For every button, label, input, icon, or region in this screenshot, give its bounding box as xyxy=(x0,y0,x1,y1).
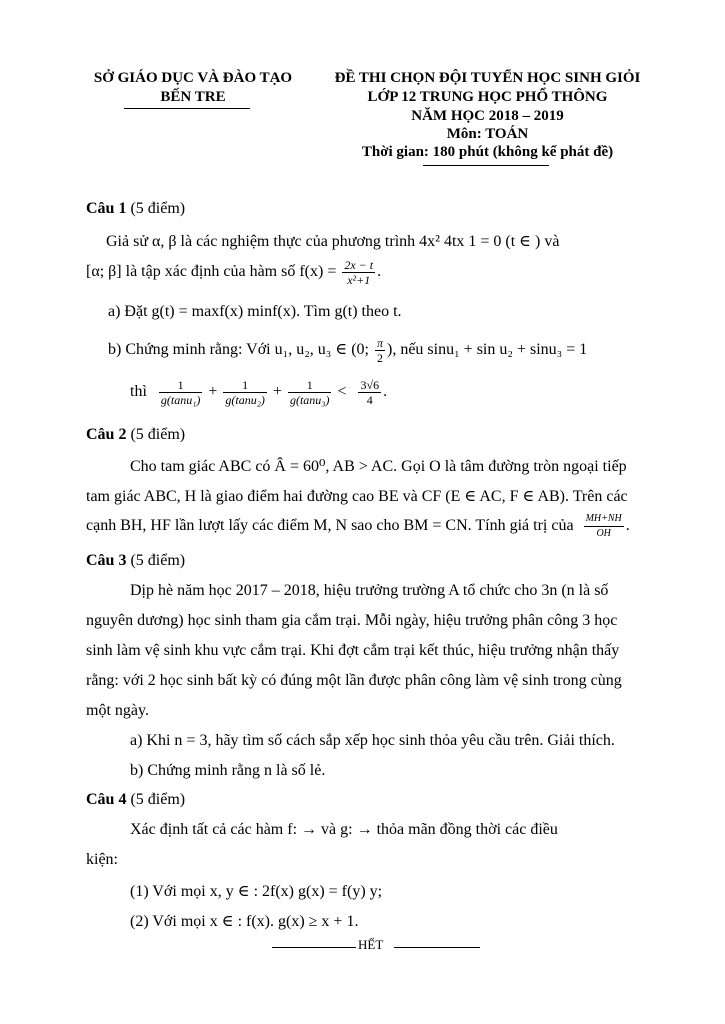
question-3-line-3: sinh làm vệ sinh khu vực cắm trại. Khi đợt cắm trại kết thúc, hiệu trưởng nhận thấy xyxy=(86,642,620,659)
province-name: BẾN TRE xyxy=(160,89,226,105)
question-3-line-2: nguyên dương) học sinh tham gia cắm trại. Mỗi ngày, hiệu trưởng phân công 3 học xyxy=(86,612,618,629)
question-2-line-1: Cho tam giác ABC có Â = 60⁰, AB > AC. Gọi O là tâm đường tròn ngoại tiếp xyxy=(130,458,627,475)
question-4-heading: Câu 4 (5 điểm) xyxy=(86,791,186,808)
question-4-condition-1: (1) Với mọi x, y ∈ : 2f(x) g(x) = f(y) y; xyxy=(130,883,383,900)
question-1-part-a: a) Đặt g(t) = maxf(x) minf(x). Tìm g(t) theo t. xyxy=(108,303,402,320)
term-3-fraction: $\frac{1}{\text{g(tanu₃)}}$ xyxy=(289,378,330,407)
question-4-line-1: Xác định tất cả các hàm f: → và g: → thỏa mãn đồng thời các điều xyxy=(130,821,558,838)
question-1-inequality: thì $\frac{1}{\text{g(tanu₁)}}$ + $\frac{1}{\text{g(tanu₂)}}$ + $\frac{1}{\text{g(tanu₃)}}$ < $\frac{3√6}{4}$ . xyxy=(130,378,388,407)
end-marker: HẾT xyxy=(358,937,384,952)
header-right-rule xyxy=(423,165,549,166)
exam-title: ĐỀ THI CHỌN ĐỘI TUYỂN HỌC SINH GIỎI xyxy=(334,70,641,86)
question-2-heading: Câu 2 (5 điểm) xyxy=(86,426,186,443)
term-1-fraction: $\frac{1}{\text{g(tanu₁)}}$ xyxy=(160,378,201,407)
question-1-part-b: b) Chứng minh rằng: Với u₁, u₂, u₃ ∈ (0; $\frac{\pi}{2}$ ), nếu sinu₁ + sin u₂ + sinu₃ = 1 xyxy=(108,336,588,365)
question-2-line-2: tam giác ABC, H là giao điểm hai đường cao BE và CF (E ∈ AC, F ∈ AB). Trên các xyxy=(86,488,628,505)
question-2-line-3: cạnh BH, HF lần lượt lấy các điểm M, N sao cho BM = CN. Tính giá trị của $\frac{MH+NH}{OH}$ . xyxy=(86,513,630,539)
footer-rule-right xyxy=(394,947,480,948)
school-year: NĂM HỌC 2018 – 2019 xyxy=(411,108,564,124)
question-3-heading: Câu 3 (5 điểm) xyxy=(86,552,186,569)
subject: Môn: TOÁN xyxy=(446,126,529,142)
term-2-fraction: $\frac{1}{\text{g(tanu₂)}}$ xyxy=(225,378,265,407)
ratio-fraction: $\frac{MH+NH}{OH}$ xyxy=(585,513,622,539)
question-3-line-1: Dịp hè năm học 2017 – 2018, hiệu trưởng trường A tổ chức cho 3n (n là số xyxy=(130,582,609,599)
question-4-line-2: kiện: xyxy=(86,851,118,868)
rhs-fraction: $\frac{3√6}{4}$ xyxy=(360,378,380,407)
function-fraction: $\frac{2x - t}{\text{x²+1}}$ xyxy=(344,258,374,287)
question-3-part-a: a) Khi n = 3, hãy tìm số cách sắp xếp học sinh thỏa yêu cầu trên. Giải thích. xyxy=(130,732,615,749)
question-1-line-1: Giả sử α, β là các nghiệm thực của phương trình 4x² 4tx 1 = 0 (t ∈ ) và xyxy=(106,233,560,250)
pi-half-fraction: $\frac{\pi}{2}$ xyxy=(376,336,383,365)
question-1-heading: Câu 1 (5 điểm) xyxy=(86,200,186,217)
footer-rule-left xyxy=(272,947,356,948)
grade-level: LỚP 12 TRUNG HỌC PHỔ THÔNG xyxy=(367,89,608,105)
header-left-rule xyxy=(124,108,250,109)
question-1-line-2: [α; β] là tập xác định của hàm số f(x) = $\frac{2x - t}{\text{x²+1}}$ . xyxy=(86,258,382,287)
question-3-line-5: một ngày. xyxy=(86,702,149,719)
question-3-part-b: b) Chứng minh rằng n là số lẻ. xyxy=(130,762,326,779)
department-name: SỞ GIÁO DỤC VÀ ĐÀO TẠO xyxy=(93,70,293,86)
question-4-condition-2: (2) Với mọi x ∈ : f(x). g(x) ≥ x + 1. xyxy=(130,913,359,930)
question-3-line-4: rằng: với 2 học sinh bất kỳ có đúng một lần được phân công làm vệ sinh trong cùng xyxy=(86,672,622,689)
duration: Thời gian: 180 phút (không kể phát đề) xyxy=(361,144,614,160)
